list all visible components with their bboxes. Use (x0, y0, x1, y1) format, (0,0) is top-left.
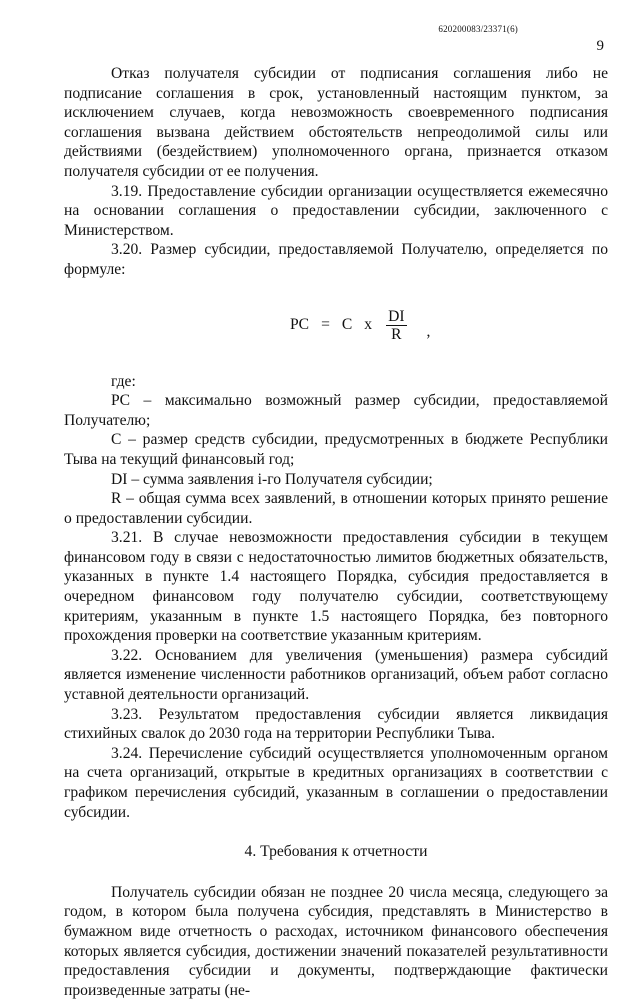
formula-fraction (386, 308, 406, 343)
paragraph-3-19: 3.19. Предоставление субсидии организации осуществляется ежемесячно на основании соглашения о предоставлении субсидии, заключенного с Министерством. (64, 182, 608, 239)
where-label: где: (111, 372, 136, 390)
definition-pc: PC – максимально возможный размер субсидии, предоставляемой Получателю; (64, 392, 608, 429)
document-id: 620200083/23371(6) (438, 24, 518, 34)
formula-equals: = (321, 316, 330, 334)
page-number: 9 (596, 38, 604, 54)
paragraph-refusal: Отказ получателя субсидии от подписания соглашения либо не подписание соглашения в срок, установленный настоящим пунктом, за исключением случаев, когда невозможность своевременного подписания соглашения вызвана действием обстоятельств непреодолимой силы или действиями (бездействием) уполномоченного органа, признается отказом получателя субсидии от ее получения. (64, 65, 608, 180)
subsidy-formula (290, 308, 430, 343)
paragraph-3-23: 3.23. Результатом предоставления субсидии является ликвидация стихийных свалок до 2030 года на территории Республики Тыва. (64, 705, 608, 743)
section-heading: 4. Требования к отчетности (244, 843, 428, 861)
formula-numerator: DI (388, 307, 405, 325)
paragraph-reporting: Получатель субсидии обязан не позднее 20 числа месяца, следующего за годом, в котором была получена субсидия, представлять в Министерство в бумажном виде отчетность о расходах, источником финансового обеспечения которых является субсидия, достижении значений показателей результативности предоставления субсидии и документы, подтверждающие фактически произведенные затраты (не- (64, 883, 608, 999)
formula-times: x (364, 316, 373, 334)
paragraph-3-22: 3.22. Основанием для увеличения (уменьшения) размера субсидий является изменение численности работников организаций, объем работ согласно уставной деятельности организаций. (64, 646, 608, 704)
formula-denominator: R (391, 325, 402, 343)
page-content (64, 64, 608, 1000)
paragraph-3-21: 3.21. В случае невозможности предоставления субсидии в текущем финансовом году в связи с недостаточностью лимитов бюджетных обязательств, указанных в пункте 1.4 настоящего Порядка, субсидия предоставляется в очередном финансовом году получателю субсидии, соответствующему критериям, указанным в пункте 1.5 настоящего Порядка, без повторного прохождения проверки на соответствие указанным критериям. (64, 529, 608, 645)
definition-r: R – общая сумма всех заявлений, в отношении которых принято решение о предоставлении субсидии. (64, 490, 608, 527)
formula-block (64, 280, 608, 372)
formula-lhs: PC (290, 316, 310, 334)
definition-c: C – размер средств субсидии, предусмотренных в бюджете Республики Тыва на текущий финансовый год; (64, 431, 608, 468)
formula-c: C (341, 316, 353, 334)
paragraph-3-24: 3.24. Перечисление субсидий осуществляется уполномоченным органом на счета организаций, открытые в кредитных организациях в соответствии с графиком перечисления субсидий, указанным в соглашении о предоставлении субсидии. (64, 744, 608, 821)
formula-comma: , (426, 323, 431, 341)
definition-di: DI – сумма заявления i-го Получателя субсидии; (111, 470, 433, 488)
paragraph-3-20: 3.20. Размер субсидии, предоставляемой Получателю, определяется по формуле: (64, 241, 608, 278)
